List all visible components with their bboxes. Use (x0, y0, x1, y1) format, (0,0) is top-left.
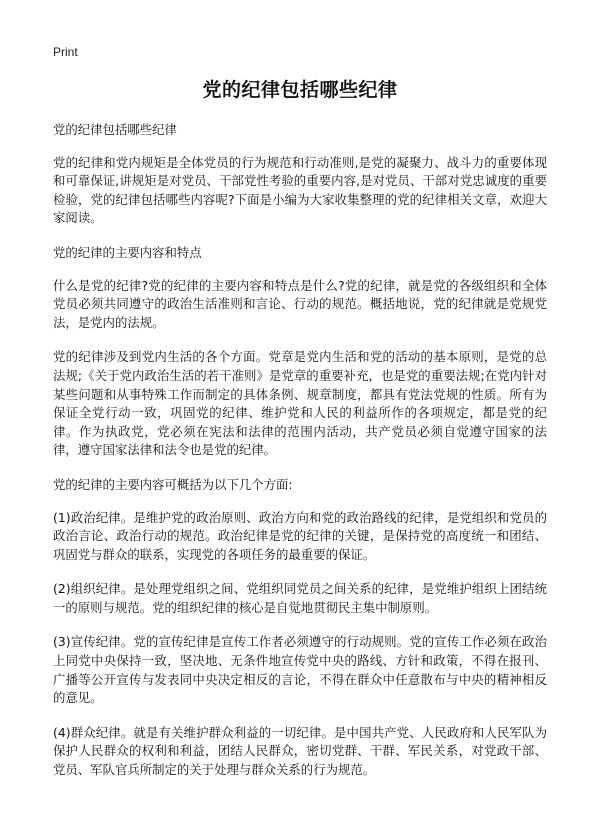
section-heading: 党的纪律的主要内容和特点 (53, 244, 202, 260)
list-item-organizational: (2)组织纪律。是处理党组织之间、党组织同党员之间关系的纪律，是党维护组织上团结统一的原则与规范。党的组织纪律的核心是自觉地贯彻民主集中制原则。 (53, 581, 547, 615)
list-item-political: (1)政治纪律。是维护党的政治原则、政治方向和党的政治路线的纪律，是党组织和党员的政治言论、政治行动的规范。政治纪律是党的纪律的关键，是保持党的高度统一和团结、巩固党与群众的联系，实现党的各项任务的最重要的保证。 (53, 509, 547, 562)
body-paragraph: 党的纪律涉及到党内生活的各个方面。党章是党内生活和党的活动的基本原则，是党的总法规;《关于党内政治生活的若干准则》是党章的重要补充，也是党的重要法规;在党内针对某些问题和从事特殊工作而制定的具体条例、规章制度，都具有党法党规的性质。所有为保证全党行动一致，巩固党的纪律、维护党和人民的利益所作的各项规定，都是党的纪律。作为执政党，党必须在宪法和法律的范围内活动，共产党员必须自觉遵守国家的法律，遵守国家法律和法令也是党的纪律。 (53, 349, 547, 458)
list-item-mass: (4)群众纪律。就是有关维护群众利益的一切纪律。是中国共产党、人民政府和人民军队为保护人民群众的权利和利益，团结人民群众，密切党群、干群、军民关系，对党政干部、党员、军队官兵所制定的关于处理与群众关系的行为规范。 (53, 724, 547, 778)
list-item-propaganda: (3)宣传纪律。党的宣传纪律是宣传工作者必须遵守的行动规则。党的宣传工作必须在政治上同党中央保持一致，坚决地、无条件地宣传党中央的路线、方针和政策，不得在报刊、广播等公开宣传与发表同中央决定相反的言论，不得在群众中任意散布与中央的精神相反的意见。 (53, 634, 547, 706)
intro-paragraph: 党的纪律和党内规矩是全体党员的行为规范和行动准则,是党的凝聚力、战斗力的重要体现和可靠保证,讲规矩是对党员、干部党性考验的重要内容,是对党员、干部对党忠诚度的重要检验，党的纪律包括哪些内容呢?下面是小编为大家收集整理的党的纪律相关文章，欢迎大家阅读。 (53, 154, 547, 226)
list-intro: 党的纪律的主要内容可概括为以下几个方面: (53, 476, 293, 492)
body-paragraph: 什么是党的纪律?党的纪律的主要内容和特点是什么?党的纪律，就是党的各级组织和全体党员必须共同遵守的政治生活准则和言论、行动的规范。概括地说，党的纪律就是党规党法，是党内的法规。 (53, 277, 547, 330)
document-title: 党的纪律包括哪些纪律 (202, 79, 398, 101)
print-label[interactable]: Print (53, 45, 78, 59)
section-heading: 党的纪律包括哪些纪律 (53, 122, 177, 137)
